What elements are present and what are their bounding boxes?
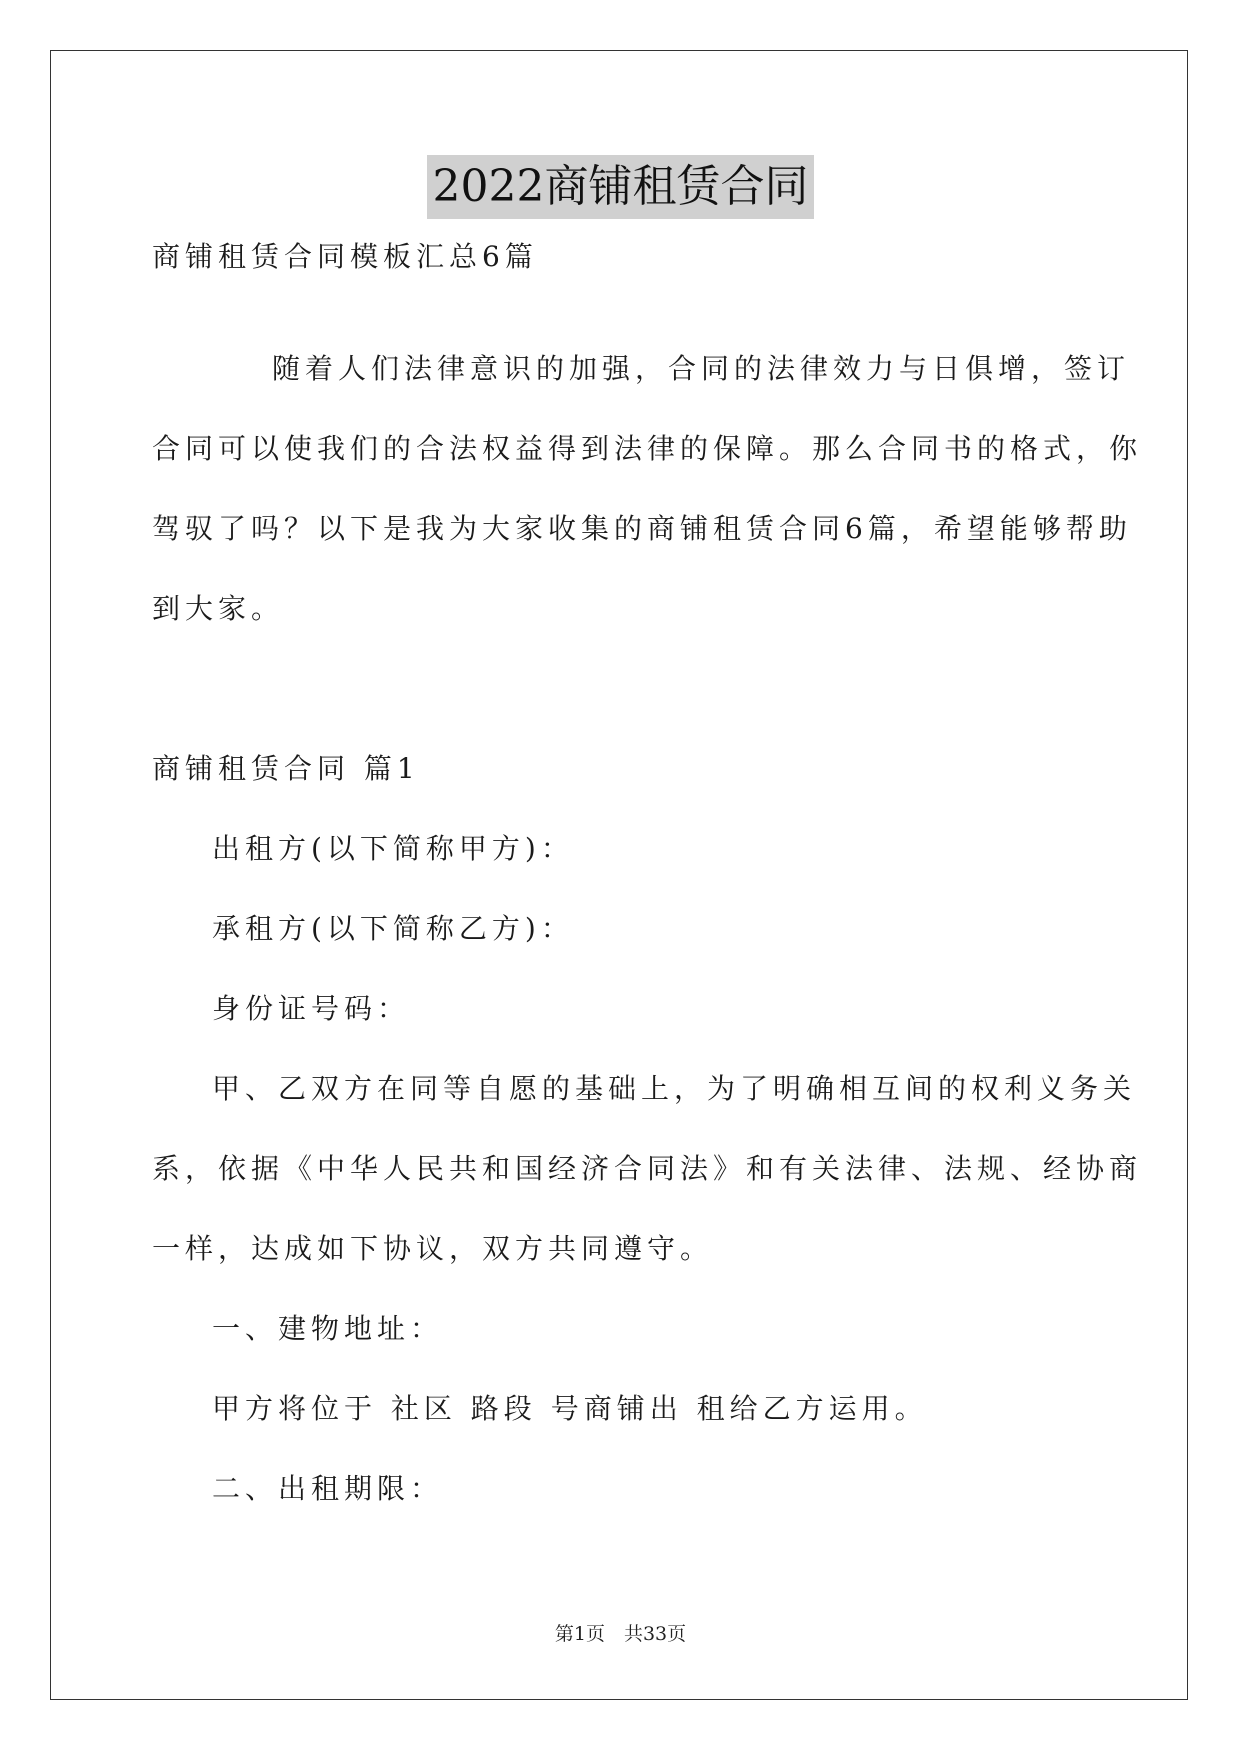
document-title: 2022商铺租赁合同 [427, 155, 815, 219]
id-number-line: 身份证号码： [212, 992, 411, 1025]
section-heading: 商铺租赁合同 篇1 [152, 752, 420, 785]
intro-line-3: 驾驭了吗？以下是我为大家收集的商铺租赁合同6篇，希望能够帮助 [152, 512, 1132, 545]
lessor-line: 出租方(以下简称甲方)： [212, 832, 574, 865]
clause-1-title: 一、建物地址： [212, 1312, 444, 1345]
clause-1-text: 甲方将位于 社区 路段 号商铺出 租给乙方运用。 [212, 1392, 928, 1425]
agreement-line-1: 甲、乙双方在同等自愿的基础上，为了明确相互间的权利义务关 [212, 1072, 1137, 1105]
clause-2-title: 二、出租期限： [212, 1472, 444, 1505]
lessee-line: 承租方(以下简称乙方)： [212, 912, 574, 945]
title-container [0, 155, 1241, 219]
agreement-line-3: 一样，达成如下协议，双方共同遵守。 [152, 1232, 714, 1265]
intro-line-1: 随着人们法律意识的加强，合同的法律效力与日俱增，签订 [272, 352, 1131, 385]
page-border [50, 50, 1188, 1700]
page-number-footer: 第1页 共33页 [554, 1623, 687, 1645]
agreement-line-2: 系，依据《中华人民共和国经济合同法》和有关法律、法规、经协商 [152, 1152, 1143, 1185]
intro-line-2: 合同可以使我们的合法权益得到法律的保障。那么合同书的格式，你 [152, 432, 1143, 465]
intro-line-4: 到大家。 [152, 592, 285, 625]
document-subtitle: 商铺租赁合同模板汇总6篇 [152, 240, 538, 273]
